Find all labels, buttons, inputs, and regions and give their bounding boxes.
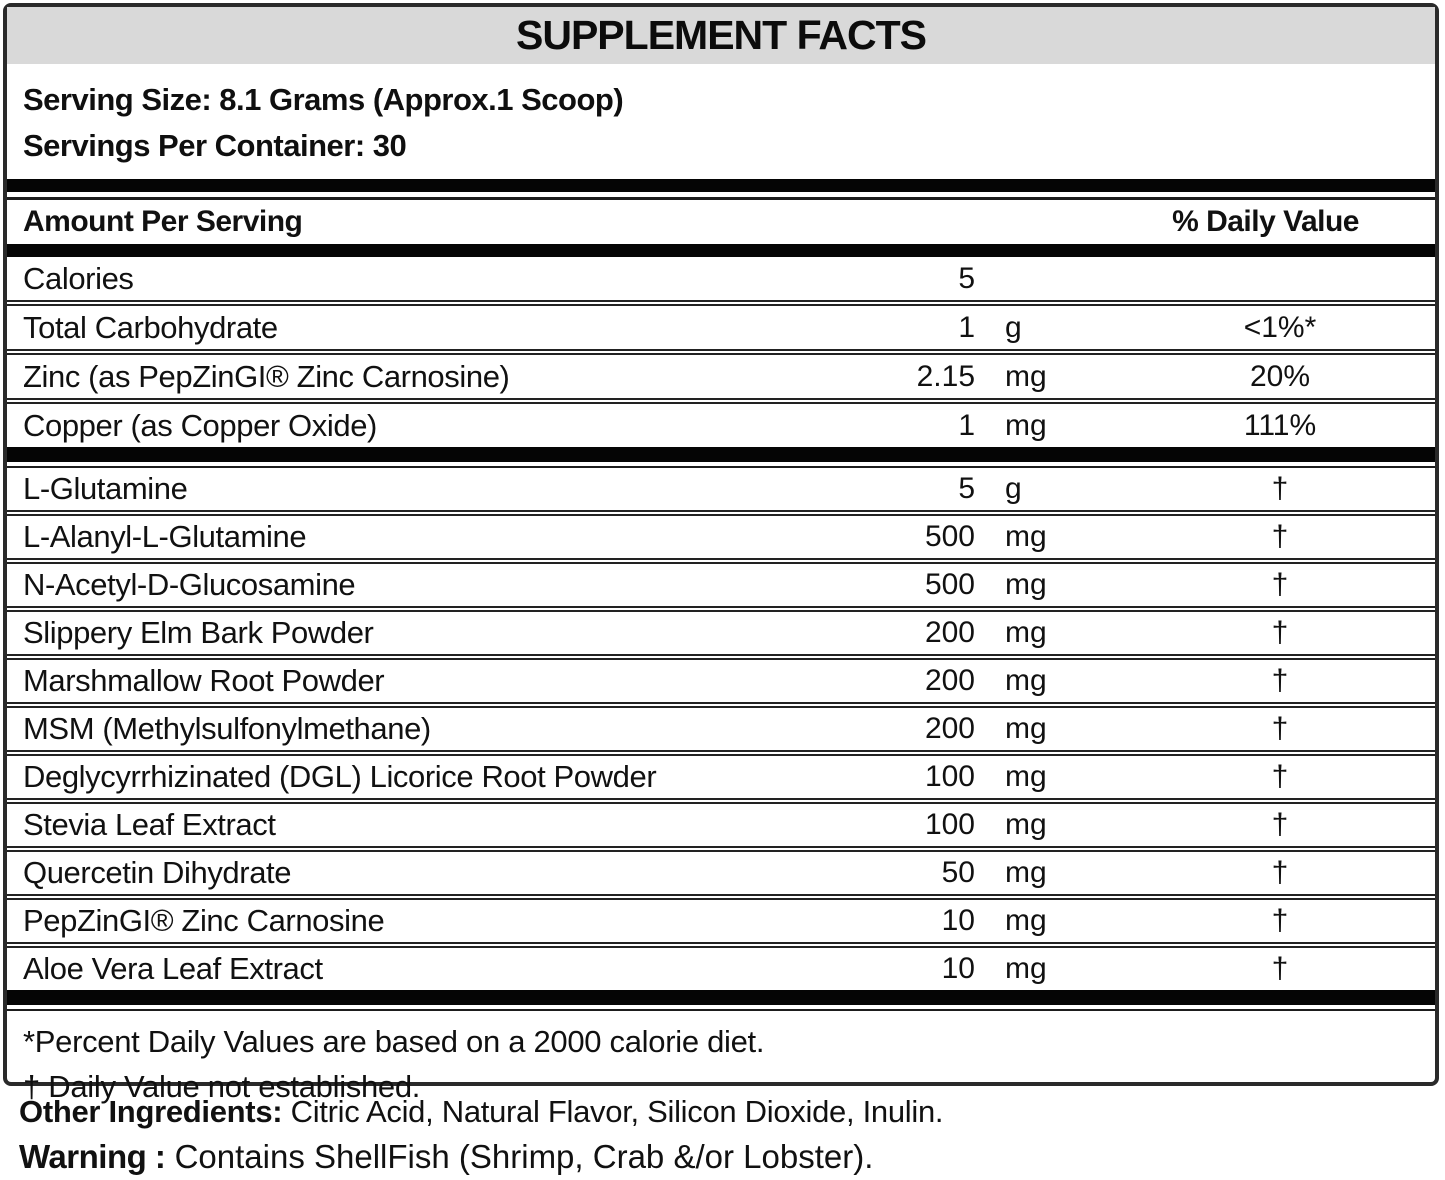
row-name: Marshmallow Root Powder: [23, 663, 385, 698]
amount-per-serving-header: Amount Per Serving: [23, 205, 303, 238]
row-amount: 100: [924, 808, 975, 841]
table-row: [7, 708, 1435, 750]
table-row: [7, 404, 1435, 447]
row-dv: †: [1271, 904, 1289, 937]
row-unit: mg: [1005, 664, 1047, 697]
row-dv: †: [1271, 760, 1289, 793]
row-name: L-Glutamine: [23, 471, 188, 506]
section-bar: [7, 447, 1435, 462]
table-row: [7, 257, 1435, 300]
row-unit: mg: [1005, 568, 1047, 601]
table-header-row: [7, 200, 1435, 244]
warning-line: [3, 1134, 1439, 1180]
section-bar: [7, 179, 1435, 192]
table-row: [7, 756, 1435, 798]
row-unit: mg: [1005, 616, 1047, 649]
row-amount: 5: [958, 472, 975, 505]
servings-per-container-line: Servings Per Container: 30: [23, 128, 407, 163]
other-ingredients-line: [3, 1090, 1439, 1134]
row-name: L-Alanyl-L-Glutamine: [23, 519, 307, 554]
row-unit: g: [1005, 310, 1022, 344]
row-dv: †: [1271, 856, 1289, 889]
title-banner: [7, 7, 1435, 64]
row-name: Copper (as Copper Oxide): [23, 407, 377, 443]
table-row: [7, 468, 1435, 510]
row-name: Slippery Elm Bark Powder: [23, 615, 374, 650]
row-amount: 200: [924, 616, 975, 649]
row-dv: <1%*: [1243, 310, 1317, 344]
row-dv: †: [1271, 520, 1289, 553]
percent-daily-value-footnote: *Percent Daily Values are based on a 2000 calorie diet.: [23, 1024, 765, 1059]
row-amount: 2.15: [916, 359, 975, 393]
below-panel-text: [3, 1090, 1439, 1180]
row-unit: g: [1005, 472, 1022, 505]
row-amount: 100: [924, 760, 975, 793]
row-name: PepZinGI® Zinc Carnosine: [23, 903, 385, 938]
table-row: [7, 900, 1435, 942]
row-dv: †: [1271, 568, 1289, 601]
row-dv: †: [1271, 808, 1289, 841]
row-unit: mg: [1005, 408, 1047, 442]
other-ingredients-label: Other Ingredients:: [19, 1094, 283, 1129]
table-row: [7, 948, 1435, 990]
ingredient-rows-group: [7, 468, 1435, 990]
row-name: MSM (Methylsulfonylmethane): [23, 711, 431, 746]
table-row: [7, 306, 1435, 349]
row-dv: †: [1271, 472, 1289, 505]
row-amount: 200: [924, 712, 975, 745]
warning-label: Warning :: [19, 1138, 166, 1175]
row-name: Zinc (as PepZinGI® Zinc Carnosine): [23, 358, 510, 394]
supplement-facts-panel: [3, 3, 1439, 1104]
table-row: [7, 564, 1435, 606]
warning-text: Contains ShellFish (Shrimp, Crab &/or Lobster).: [165, 1138, 874, 1175]
table-row: [7, 660, 1435, 702]
other-ingredients-items: Citric Acid, Natural Flavor, Silicon Dioxide, Inulin.: [282, 1094, 944, 1129]
row-amount: 5: [958, 261, 975, 295]
row-name: Deglycyrrhizinated (DGL) Licorice Root Powder: [23, 759, 657, 794]
table-row: [7, 612, 1435, 654]
row-dv: 20%: [1249, 359, 1311, 393]
row-dv: †: [1271, 712, 1289, 745]
row-name: Stevia Leaf Extract: [23, 807, 276, 842]
row-unit: mg: [1005, 520, 1047, 553]
daily-value-header: % Daily Value: [1172, 205, 1359, 238]
row-name: Total Carbohydrate: [23, 309, 278, 345]
row-name: Calories: [23, 260, 134, 296]
row-amount: 50: [941, 856, 975, 889]
daily-value-not-established-footnote: † Daily Value not established.: [23, 1069, 421, 1104]
row-amount: 200: [924, 664, 975, 697]
row-amount: 1: [958, 408, 975, 442]
page-title: SUPPLEMENT FACTS: [516, 12, 926, 58]
table-row: [7, 804, 1435, 846]
row-dv: †: [1271, 664, 1289, 697]
row-name: N-Acetyl-D-Glucosamine: [23, 567, 356, 602]
row-amount: 500: [924, 520, 975, 553]
row-amount: 500: [924, 568, 975, 601]
row-amount: 10: [941, 952, 975, 985]
row-dv: †: [1271, 616, 1289, 649]
row-unit: mg: [1005, 359, 1047, 393]
row-dv: 111%: [1243, 408, 1317, 442]
section-bar: [7, 244, 1435, 257]
row-dv: †: [1271, 952, 1289, 985]
row-unit: mg: [1005, 952, 1047, 985]
row-unit: mg: [1005, 856, 1047, 889]
nutrient-rows-group: [7, 257, 1435, 447]
section-bar: [7, 990, 1435, 1005]
row-unit: mg: [1005, 808, 1047, 841]
row-unit: mg: [1005, 760, 1047, 793]
serving-size-line: Serving Size: 8.1 Grams (Approx.1 Scoop): [23, 82, 624, 117]
row-name: Quercetin Dihydrate: [23, 855, 292, 890]
table-row: [7, 355, 1435, 398]
row-amount: 1: [958, 310, 975, 344]
table-row: [7, 852, 1435, 894]
table-row: [7, 516, 1435, 558]
row-unit: mg: [1005, 712, 1047, 745]
row-unit: mg: [1005, 904, 1047, 937]
row-amount: 10: [941, 904, 975, 937]
row-name: Aloe Vera Leaf Extract: [23, 951, 323, 986]
serving-info-block: [7, 64, 1435, 179]
